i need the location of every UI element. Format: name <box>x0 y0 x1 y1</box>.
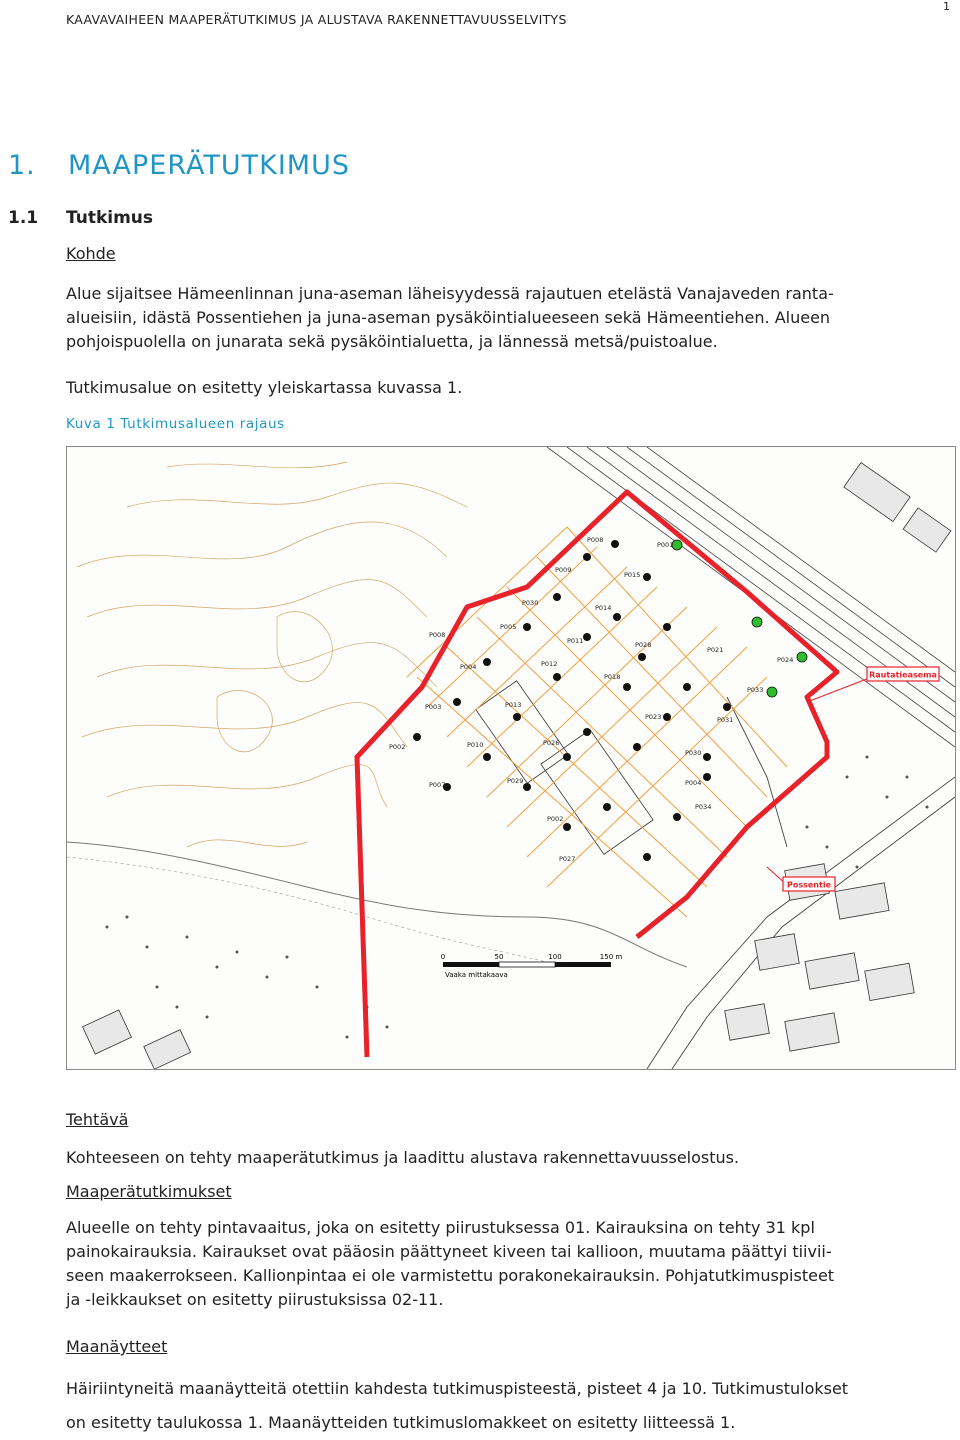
maaperatutkimukset-heading: Maaperätutkimukset <box>66 1182 232 1201</box>
kohde-line: alueisiin, idästä Possentiehen ja juna-aseman pysäköintialueeseen sekä Hämeentiehen. Alueen <box>66 308 831 327</box>
point-label: P002 <box>389 743 406 751</box>
point-label: P001 <box>657 541 674 549</box>
scale-tick: 50 <box>494 953 504 961</box>
maanaytteet-line: Häiriintyneitä maanäytteitä otettiin kahdesta tutkimuspisteestä, pisteet 4 ja 10. Tutkimustulokset <box>66 1379 849 1398</box>
scale-bar <box>441 953 623 979</box>
point-label: P005 <box>500 623 517 631</box>
point-label: P004 <box>685 779 702 787</box>
station-label: Rautatieasema <box>869 670 937 680</box>
subsection-number: 1.1 <box>8 208 39 228</box>
scale-tick: 0 <box>440 953 446 961</box>
maaperatutkimukset-line: ja -leikkaukset on esitetty piirustuksissa 02-11. <box>66 1290 444 1309</box>
point-label: P003 <box>425 703 442 711</box>
contour-lines <box>77 462 467 847</box>
shoreline <box>67 842 687 967</box>
point-label: P011 <box>567 637 584 645</box>
figure-reference: Tutkimusalue on esitetty yleiskartassa kuvassa 1. <box>66 378 463 397</box>
drilling-points <box>413 540 734 861</box>
page-number: 1 <box>943 0 950 13</box>
subsection-title: Tutkimus <box>66 208 154 228</box>
point-label: P008 <box>587 536 604 544</box>
point-label: P002 <box>547 815 564 823</box>
point-label: P008 <box>429 631 446 639</box>
point-label: P024 <box>777 656 794 664</box>
point-label: P009 <box>555 566 572 574</box>
kohde-line: Alue sijaitsee Hämeenlinnan juna-aseman läheisyydessä rajautuen etelästä Vanajaveden ranta- <box>66 284 834 303</box>
point-label: P030 <box>685 749 702 757</box>
point-label: P031 <box>717 716 734 724</box>
point-label: P012 <box>541 660 558 668</box>
point-label: P029 <box>507 777 524 785</box>
kohde-paragraph <box>66 282 956 354</box>
maaperatutkimukset-paragraph <box>66 1216 956 1312</box>
document-header: KAAVAVAIHEEN MAAPERÄTUTKIMUS JA ALUSTAVA RAKENNETTAVUUSSELVITYS <box>66 12 567 27</box>
maanaytteet-paragraph <box>66 1372 956 1440</box>
point-label: P013 <box>505 701 522 709</box>
point-label: P028 <box>635 641 652 649</box>
point-label: P034 <box>695 803 712 811</box>
point-label: P014 <box>595 604 612 612</box>
maaperatutkimukset-line: painokairauksia. Kairaukset ovat pääosin päättyneet kiveen tai kallioon, muutama päättyi tiivii- <box>66 1242 832 1261</box>
tehtava-text: Kohteeseen on tehty maaperätutkimus ja laadittu alustava rakennettavuusselostus. <box>66 1148 740 1167</box>
kohde-line: pohjoispuolella on junarata sekä pysäköintialuetta, ja lännessä metsä/puistoalue. <box>66 332 718 351</box>
figure-caption: Kuva 1 Tutkimusalueen rajaus <box>66 416 285 432</box>
study-area-boundary <box>357 492 837 1057</box>
scale-tick: 100 <box>548 953 562 961</box>
point-label: P026 <box>543 739 560 747</box>
point-label: P033 <box>747 686 764 694</box>
point-label: P007 <box>429 781 446 789</box>
site-map-drawing <box>67 447 955 1069</box>
point-label: P021 <box>707 646 724 654</box>
point-label: P004 <box>460 663 477 671</box>
section-number: 1. <box>8 150 36 181</box>
subsection-heading <box>8 208 153 228</box>
section-heading <box>8 150 350 181</box>
section-title: MAAPERÄTUTKIMUS <box>68 150 350 181</box>
road-label: Possentie <box>787 880 831 890</box>
scale-tick: 150 m <box>599 953 623 961</box>
point-label: P015 <box>624 571 641 579</box>
scale-label: Vaaka mittakaava <box>445 971 508 979</box>
point-label: P010 <box>467 741 484 749</box>
point-label: P023 <box>645 713 662 721</box>
kohde-heading: Kohde <box>66 244 116 263</box>
point-label: P018 <box>604 673 621 681</box>
maanaytteet-heading: Maanäytteet <box>66 1337 168 1356</box>
maaperatutkimukset-line: seen maakerrokseen. Kallionpintaa ei ole varmistettu porakonekairauksin. Pohjatutkimuspisteet <box>66 1266 835 1285</box>
tehtava-heading: Tehtävä <box>66 1110 129 1129</box>
maaperatutkimukset-line: Alueelle on tehty pintavaaitus, joka on esitetty piirustuksessa 01. Kairauksina on tehty 31 kpl <box>66 1218 815 1237</box>
point-label: P027 <box>559 855 576 863</box>
site-map <box>66 446 956 1070</box>
point-label: P030 <box>522 599 539 607</box>
maanaytteet-line: on esitetty taulukossa 1. Maanäytteiden tutkimuslomakkeet on esitetty liitteessä 1. <box>66 1413 736 1432</box>
